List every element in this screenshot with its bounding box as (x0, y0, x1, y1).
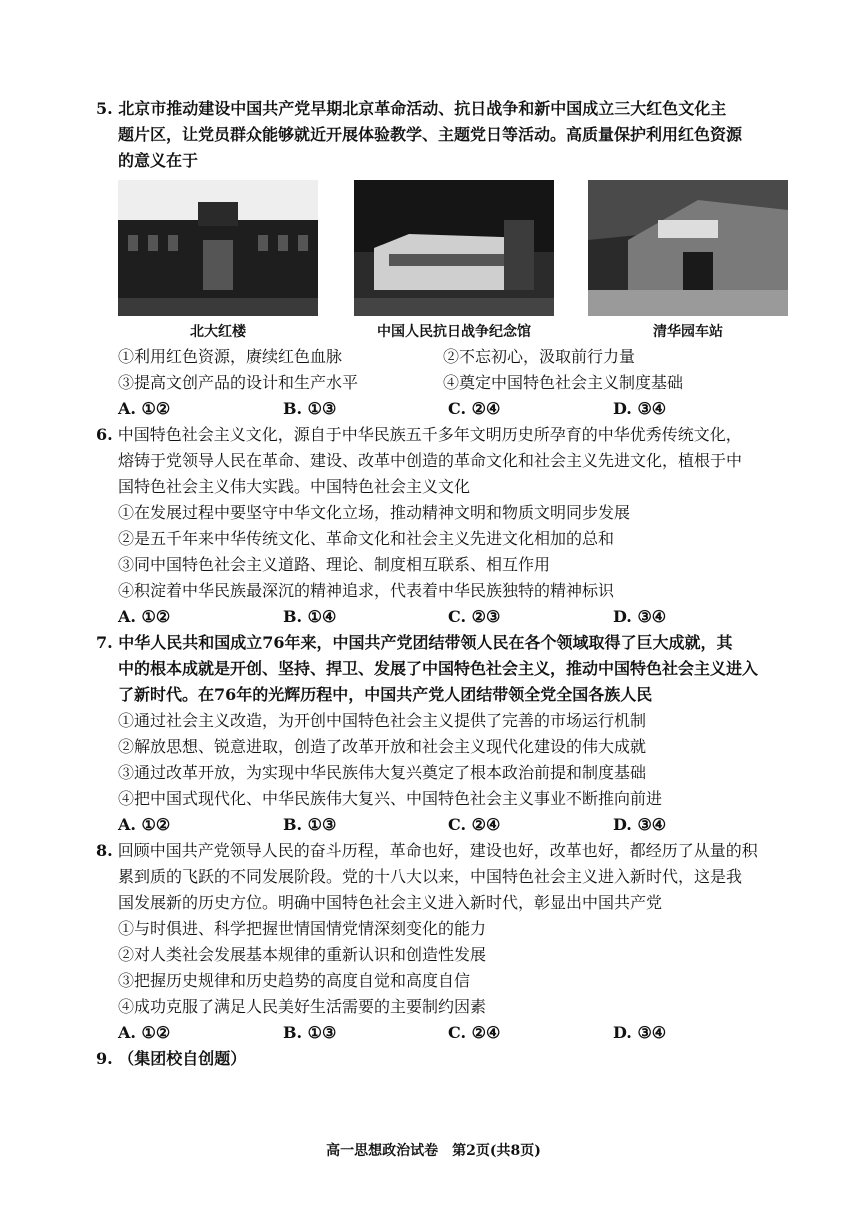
choice-c[interactable]: C. ②④ (448, 815, 501, 834)
question-7-stem-line-1: 7. 中华人民共和国成立76年来，中国共产党团结带领人民在各个领域取得了巨大成就，其 (96, 633, 733, 652)
choice-c[interactable]: C. ②③ (448, 607, 501, 626)
choice-d[interactable]: D. ③④ (613, 815, 667, 834)
option-3: ③把握历史规律和历史趋势的高度自觉和高度自信 (118, 971, 471, 990)
choice-d[interactable]: D. ③④ (613, 607, 667, 626)
option-row (96, 370, 786, 396)
option-2: ②不忘初心，汲取前行力量 (443, 347, 636, 366)
question-6 (96, 422, 786, 630)
answer-choices (96, 1020, 786, 1046)
option-1: ①利用红色资源，赓续红色血脉 (118, 347, 343, 366)
option-1: ①在发展过程中要坚守中华文化立场，推动精神文明和物质文明同步发展 (118, 503, 631, 522)
question-5-options (96, 344, 786, 422)
photo-tsinghua-station (588, 180, 788, 316)
choice-b[interactable]: B. ①③ (283, 1023, 337, 1042)
question-5 (96, 96, 786, 174)
option-4: ④把中国式现代化、中华民族伟大复兴、中国特色社会主义事业不断推向前进 (118, 789, 663, 808)
question-number: 7. (96, 633, 113, 652)
question-number: 9. (96, 1049, 113, 1068)
choice-a[interactable]: A. ①② (118, 607, 171, 626)
choice-b[interactable]: B. ①④ (283, 607, 337, 626)
question-9-stem: 9. （集团校自创题） (96, 1049, 247, 1068)
option-1: ①通过社会主义改造，为开创中国特色社会主义提供了完善的市场运行机制 (118, 711, 647, 730)
option-3: ③提高文创产品的设计和生产水平 (118, 373, 359, 392)
question-number: 8. (96, 841, 113, 860)
choice-a[interactable]: A. ①② (118, 399, 171, 418)
photo-caption-1: 北大红楼 (190, 324, 246, 340)
option-row (96, 344, 786, 370)
photo-war-memorial-hall (354, 180, 554, 316)
question-5-stem-line-1: 5. 北京市推动建设中国共产党早期北京革命活动、抗日战争和新中国成立三大红色文化主 (96, 99, 727, 118)
choice-c[interactable]: C. ②④ (448, 399, 501, 418)
option-4: ④积淀着中华民族最深沉的精神追求，代表着中华民族独特的精神标识 (118, 581, 615, 600)
choice-a[interactable]: A. ①② (118, 1023, 171, 1042)
answer-choices (96, 604, 786, 630)
question-6-stem-line-2: 熔铸于党领导人民在革命、建设、改革中创造的革命文化和社会主义先进文化，植根于中 (118, 451, 743, 470)
question-number: 6. (96, 425, 113, 444)
option-3: ③同中国特色社会主义道路、理论、制度相互联系、相互作用 (118, 555, 551, 574)
answer-choices (96, 396, 786, 422)
option-2: ②解放思想、锐意进取，创造了改革开放和社会主义现代化建设的伟大成就 (118, 737, 647, 756)
question-6-stem-line-1: 6. 中国特色社会主义文化，源自于中华民族五千多年文明历史所孕育的中华优秀传统文化， (96, 425, 742, 444)
option-3: ③通过改革开放，为实现中华民族伟大复兴奠定了根本政治前提和制度基础 (118, 763, 647, 782)
question-8-stem-line-3: 国发展新的历史方位。明确中国特色社会主义进入新时代，彰显出中国共产党 (118, 893, 663, 912)
option-1: ①与时俱进、科学把握世情国情党情深刻变化的能力 (118, 919, 487, 938)
question-8-stem-line-1: 8. 回顾中国共产党领导人民的奋斗历程，革命也好，建设也好，改革也好，都经历了从量的积 (96, 841, 758, 860)
choice-b[interactable]: B. ①③ (283, 399, 337, 418)
option-4: ④奠定中国特色社会主义制度基础 (443, 373, 684, 392)
question-number: 5. (96, 99, 113, 118)
answer-choices (96, 812, 786, 838)
question-8 (96, 838, 786, 1046)
question-7-stem-line-3: 了新时代。在76年的光辉历程中，中国共产党人团结带领全党全国各族人民 (118, 685, 653, 704)
photo-strip (118, 180, 804, 340)
option-4: ④成功克服了满足人民美好生活需要的主要制约因素 (118, 997, 487, 1016)
photo-caption-3: 清华园车站 (653, 324, 723, 340)
choice-a[interactable]: A. ①② (118, 815, 171, 834)
choice-b[interactable]: B. ①③ (283, 815, 337, 834)
question-7-stem-line-2: 中的根本成就是开创、坚持、捍卫、发展了中国特色社会主义，推动中国特色社会主义进入 (118, 659, 759, 678)
photo-peking-university-red-building (118, 180, 318, 316)
choice-d[interactable]: D. ③④ (613, 399, 667, 418)
page-footer: 高一思想政治试卷 第2页(共8页) (326, 1143, 541, 1159)
question-9 (96, 1046, 786, 1072)
question-5-stem-line-2: 题片区，让党员群众能够就近开展体验教学、主题党日等活动。高质量保护利用红色资源 (118, 125, 743, 144)
choice-d[interactable]: D. ③④ (613, 1023, 667, 1042)
photo-caption-2: 中国人民抗日战争纪念馆 (377, 324, 531, 340)
option-2: ②是五千年来中华传统文化、革命文化和社会主义先进文化相加的总和 (118, 529, 615, 548)
question-5-stem-line-3: 的意义在于 (118, 151, 199, 170)
question-7 (96, 630, 786, 838)
question-8-stem-line-2: 累到质的飞跃的不同发展阶段。党的十八大以来，中国特色社会主义进入新时代，这是我 (118, 867, 743, 886)
choice-c[interactable]: C. ②④ (448, 1023, 501, 1042)
option-2: ②对人类社会发展基本规律的重新认识和创造性发展 (118, 945, 487, 964)
question-6-stem-line-3: 国特色社会主义伟大实践。中国特色社会主义文化 (118, 477, 471, 496)
